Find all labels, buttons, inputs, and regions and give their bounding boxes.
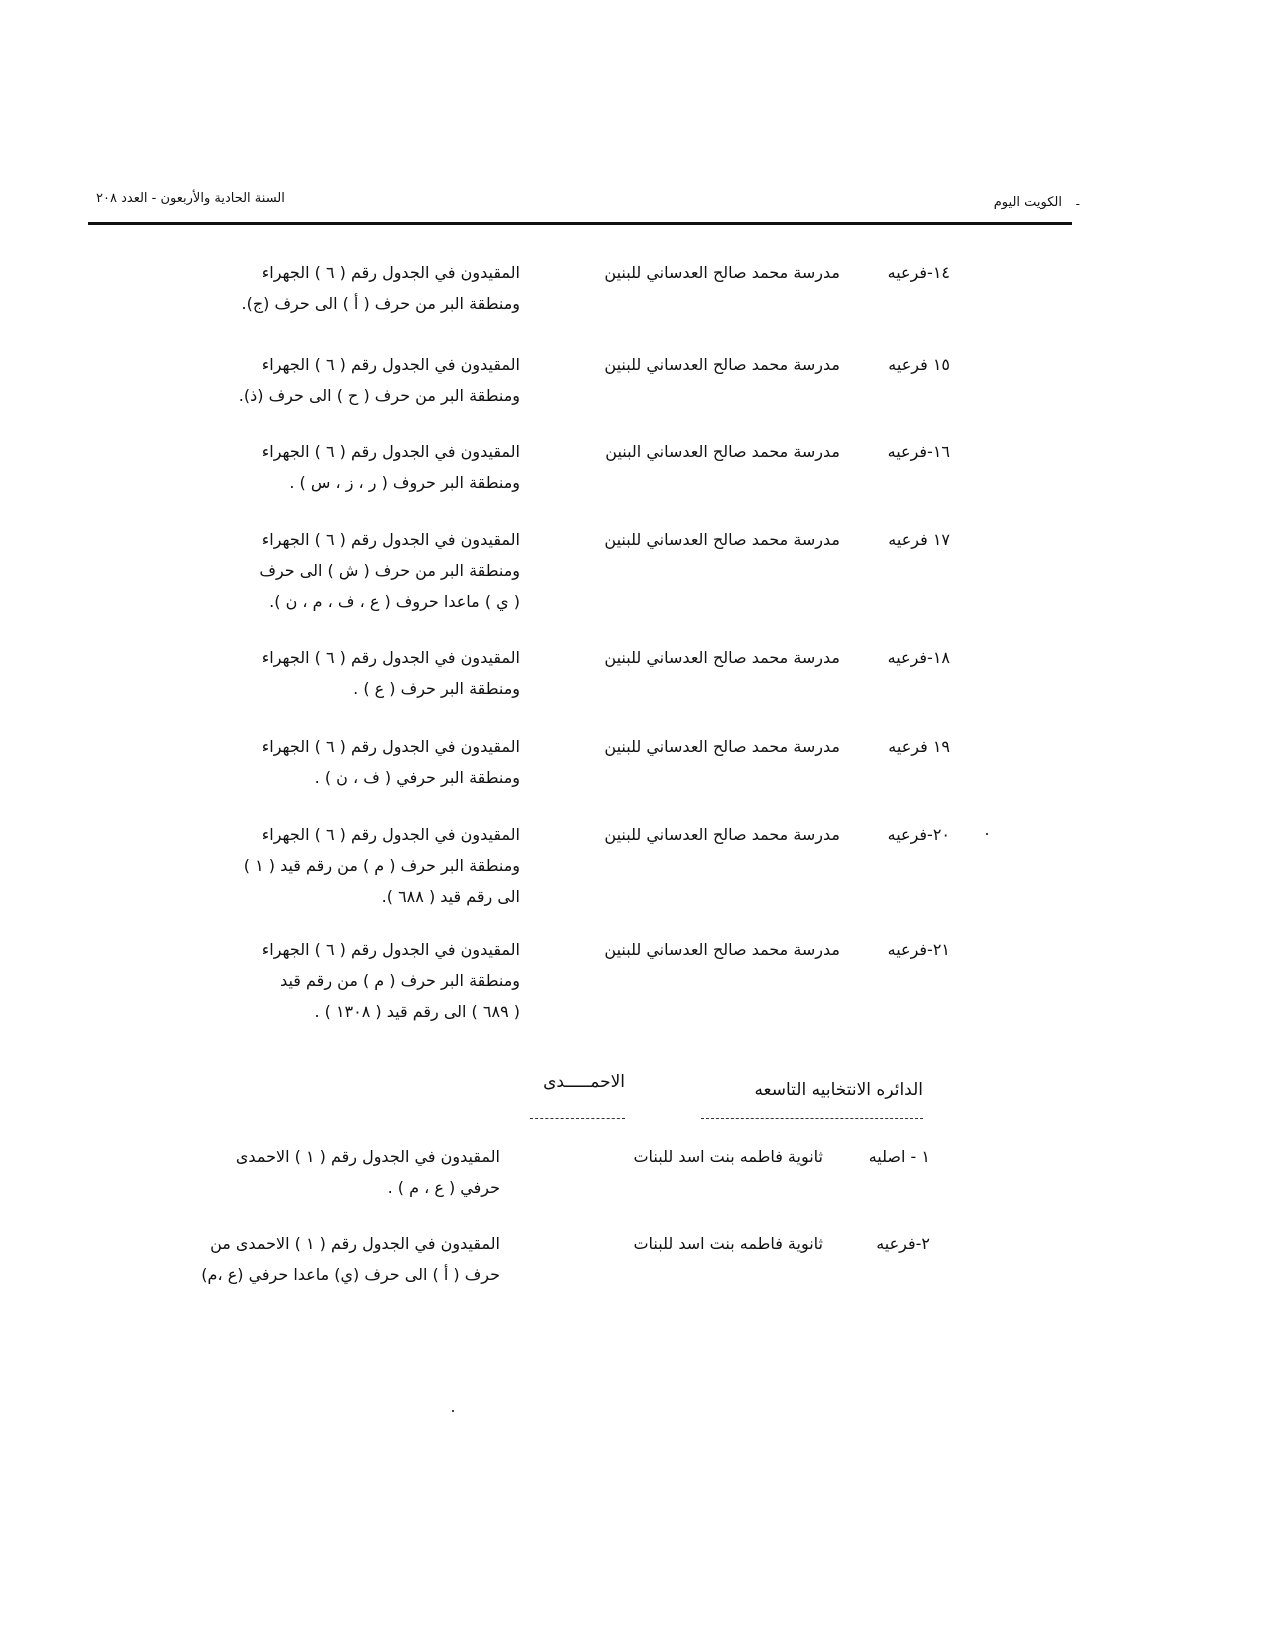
entry-description: المقيدون في الجدول رقم ( ٦ ) الجهراء ومنطقة البر حرف ( م ) من رقم قيد ( ٦٨٩ ) الى رقم قيد ( ١٣٠٨ ) .: [261, 940, 520, 1021]
district-heading: [0, 1072, 1275, 1130]
entry-label: ٢-فرعيه: [876, 1234, 930, 1253]
entry-school: ثانوية فاطمه بنت اسد للبنات: [633, 1234, 823, 1253]
entry-description: المقيدون في الجدول رقم ( ٦ ) الجهراء ومنطقة البر من حرف ( ح ) الى حرف (ذ).: [238, 355, 520, 405]
entry-description: المقيدون في الجدول رقم ( ٦ ) الجهراء ومنطقة البر حرفي ( ف ، ن ) .: [261, 737, 520, 787]
entry-label: ١٤-فرعيه: [887, 263, 950, 282]
entry-label: ١٨-فرعيه: [887, 648, 950, 667]
entry-description: المقيدون في الجدول رقم ( ٦ ) الجهراء ومنطقة البر حروف ( ر ، ز ، س ) .: [261, 442, 520, 492]
publication-title: الكويت اليوم: [993, 195, 1062, 210]
scan-speck: [986, 833, 988, 835]
district-title: الدائره الانتخابيه التاسعه: [754, 1080, 923, 1100]
entry-school: مدرسة محمد صالح العدساني للبنين: [604, 825, 840, 844]
header-rule: [88, 222, 1072, 225]
district-title-underline: [701, 1118, 923, 1119]
district-area: الاحمـــــدى: [543, 1072, 625, 1092]
entry-school: مدرسة محمد صالح العدساني للبنين: [604, 355, 840, 374]
entry-description: المقيدون في الجدول رقم ( ٦ ) الجهراء ومنطقة البر من حرف ( ش ) الى حرف ( ي ) ماعدا حروف ( ع ، ف ، م ، ن ).: [259, 530, 520, 611]
entry-label: ١٩ فرعيه: [888, 737, 950, 756]
entry-label: ١٧ فرعيه: [888, 530, 950, 549]
entry-label: ١ - اصليه: [868, 1147, 930, 1166]
district-area-underline: [530, 1118, 625, 1119]
entry-label: ١٦-فرعيه: [887, 442, 950, 461]
entry-school: مدرسة محمد صالح العدساني للبنين: [604, 737, 840, 756]
page-mark: -: [1075, 197, 1080, 211]
entry-school: مدرسة محمد صالح العدساني للبنين: [604, 940, 840, 959]
entry-description: المقيدون في الجدول رقم ( ١ ) الاحمدى حرفي ( ع ، م ) .: [235, 1147, 500, 1197]
entry-label: ٢١-فرعيه: [887, 940, 950, 959]
issue-info: السنة الحادية والأربعون - العدد ٢٠٨: [96, 191, 285, 206]
entry-school: مدرسة محمد صالح العدساني للبنين: [604, 648, 840, 667]
entry-school: مدرسة محمد صالح العدساني للبنين: [604, 263, 840, 282]
entry-description: المقيدون في الجدول رقم ( ٦ ) الجهراء ومنطقة البر حرف ( م ) من رقم قيد ( ١ ) الى رقم قيد ( ٦٨٨ ).: [243, 825, 520, 906]
entry-label: ٢٠-فرعيه: [887, 825, 950, 844]
entry-school: مدرسة محمد صالح العدساني للبنين: [604, 530, 840, 549]
entry-school: مدرسة محمد صالح العدساني البنين: [605, 442, 840, 461]
entry-label: ١٥ فرعيه: [888, 355, 950, 374]
entry-description: المقيدون في الجدول رقم ( ٦ ) الجهراء ومنطقة البر من حرف ( أ ) الى حرف (ج).: [241, 263, 520, 313]
entry-school: ثانوية فاطمه بنت اسد للبنات: [633, 1147, 823, 1166]
entry-description: المقيدون في الجدول رقم ( ١ ) الاحمدى من حرف ( أ ) الى حرف (ي) ماعدا حرفي (ع ،م): [201, 1234, 500, 1284]
page-header: [88, 191, 1080, 225]
entry-description: المقيدون في الجدول رقم ( ٦ ) الجهراء ومنطقة البر حرف ( ع ) .: [261, 648, 520, 698]
scan-speck: [452, 1410, 454, 1412]
